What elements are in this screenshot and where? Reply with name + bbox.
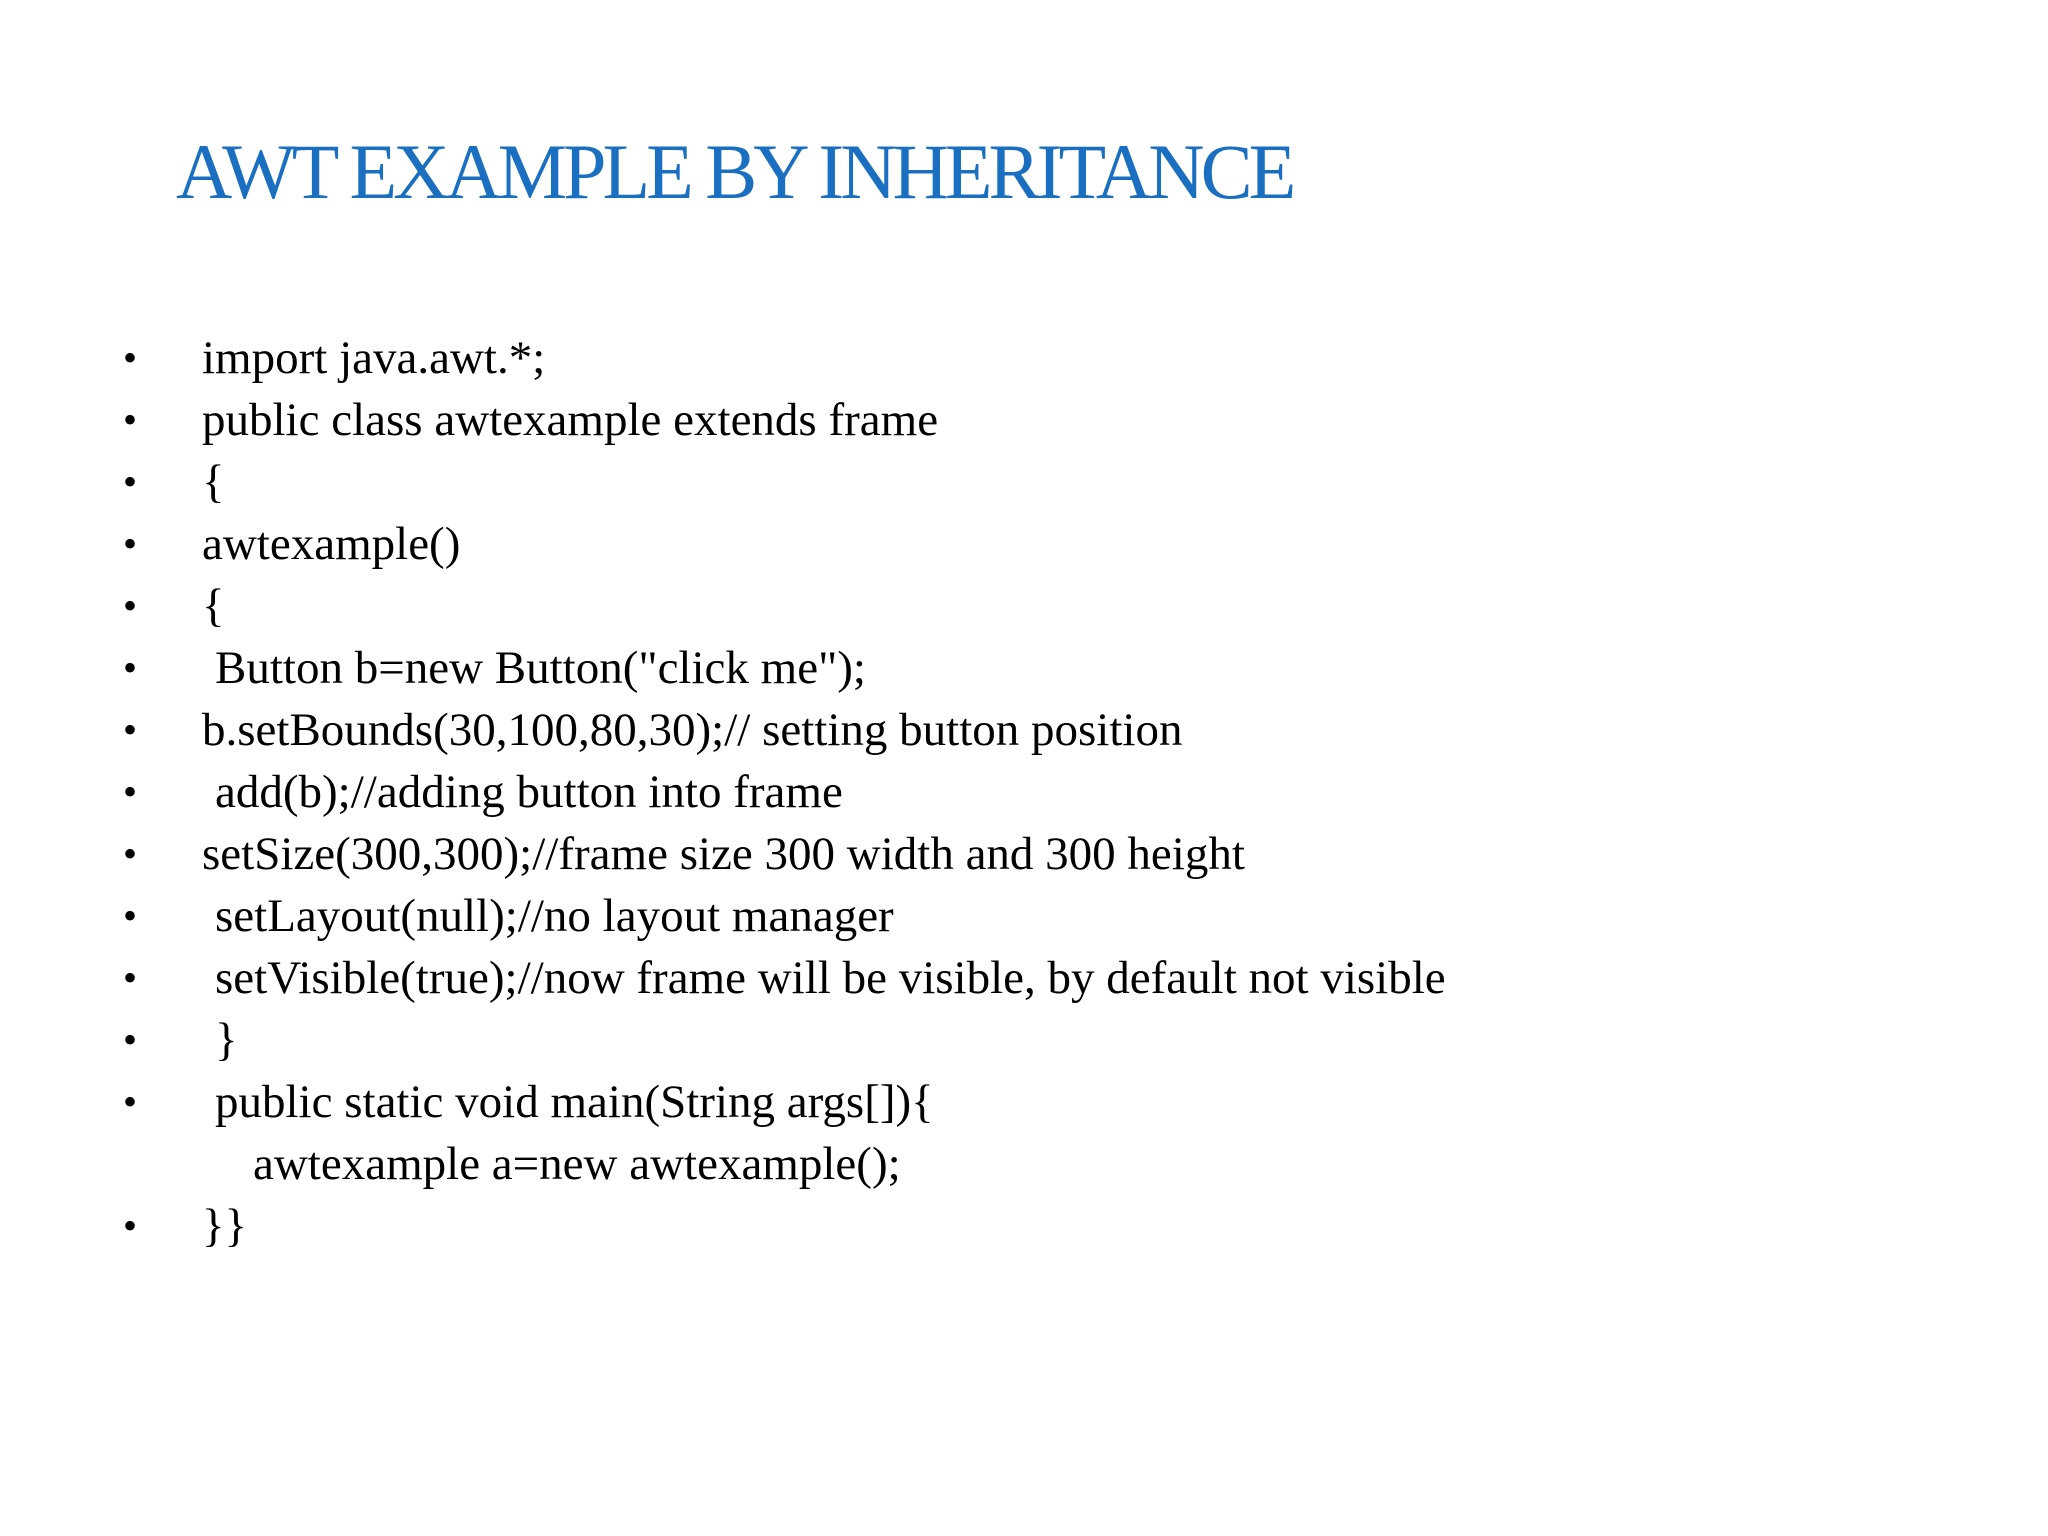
code-line-10 [0,885,2048,947]
bullet-icon: • [123,335,138,380]
code-line-11 [0,947,2048,1009]
code-text: } [215,1014,238,1066]
code-text: awtexample() [202,518,461,570]
bullet-icon: • [123,521,138,566]
code-text: add(b);//adding button into frame [215,766,843,818]
code-text: setVisible(true);//now frame will be visible, by default not visible [215,952,1446,1004]
bullet-icon: • [123,893,138,938]
code-line-13 [0,1071,2048,1133]
code-line-9 [0,823,2048,885]
code-line-15 [0,1195,2048,1257]
code-line-14 [0,1133,2048,1195]
code-text: b.setBounds(30,100,80,30);// setting button position [202,704,1183,756]
slide-title: AWT EXAMPLE BY INHERITANCE [176,128,1293,215]
code-text: setSize(300,300);//frame size 300 width and 300 height [202,828,1245,880]
bullet-icon: • [123,459,138,504]
code-text: }} [202,1200,248,1252]
code-line-12 [0,1009,2048,1071]
bullet-icon: • [123,583,138,628]
code-line-8 [0,761,2048,823]
code-text: setLayout(null);//no layout manager [215,890,894,942]
bullet-icon: • [123,1017,138,1062]
code-text: awtexample a=new awtexample(); [253,1138,901,1190]
code-line-5 [0,575,2048,637]
code-text: Button b=new Button("click me"); [215,642,866,694]
code-line-2 [0,389,2048,451]
bullet-icon: • [123,397,138,442]
code-line-1 [0,327,2048,389]
code-text: { [202,580,225,632]
bullet-icon: • [123,707,138,752]
code-bullet-list [0,327,2048,1257]
code-line-6 [0,637,2048,699]
bullet-icon: • [123,1203,138,1248]
bullet-icon: • [123,1079,138,1124]
code-text: public class awtexample extends frame [202,394,939,446]
code-line-4 [0,513,2048,575]
code-line-3 [0,451,2048,513]
code-text: public static void main(String args[]){ [215,1076,934,1128]
code-line-7 [0,699,2048,761]
code-text: { [202,456,225,508]
code-text: import java.awt.*; [202,332,546,384]
bullet-icon: • [123,831,138,876]
bullet-icon: • [123,645,138,690]
bullet-icon: • [123,955,138,1000]
bullet-icon: • [123,769,138,814]
